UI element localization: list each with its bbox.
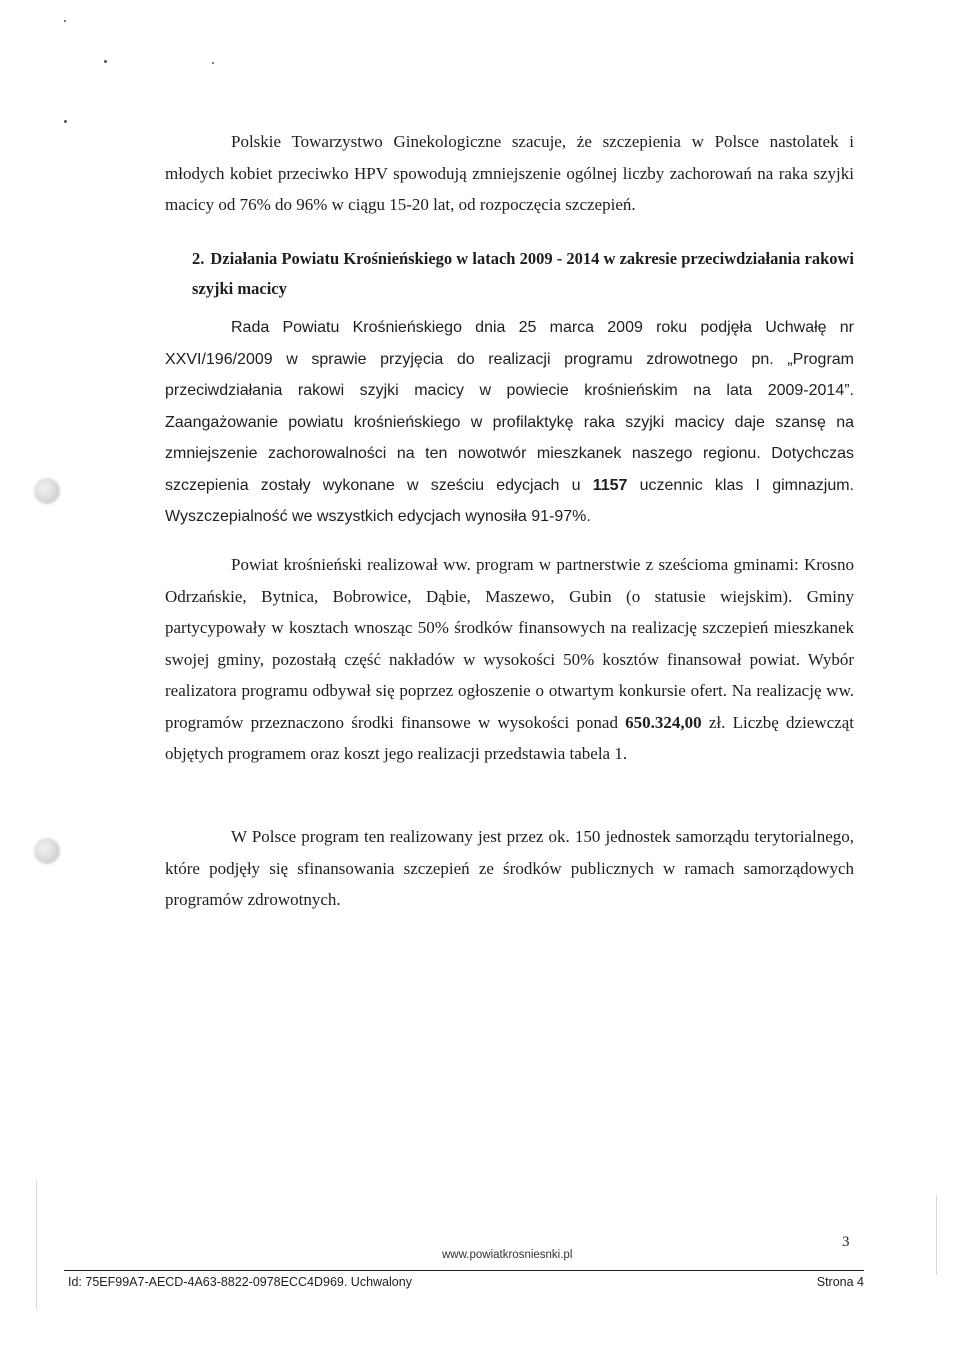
scan-speck bbox=[212, 62, 214, 64]
funding-amount: 650.324,00 bbox=[625, 712, 702, 732]
scan-speck bbox=[104, 60, 107, 63]
footer-url: www.powiatkrosniesnki.pl bbox=[442, 1249, 573, 1261]
sheet-number: Strona 4 bbox=[816, 1275, 864, 1289]
section-heading bbox=[192, 244, 854, 304]
section-title: Działania Powiatu Krośnieńskiego w latach 2009 - 2014 w zakresie przeciwdziałania rakowi szyjki macicy bbox=[192, 249, 854, 298]
page-number: 3 bbox=[842, 1234, 850, 1250]
footer-divider bbox=[64, 1270, 864, 1271]
vaccination-rate-text: uczennic klas I gimnazjum. Wyszczepialność we wszystkich edycjach wynosiła 91-97%. bbox=[165, 476, 854, 525]
table-reference-text: zł. Liczbę dziewcząt objętych programem oraz koszt jego realizacji przedstawia tabela 1. bbox=[165, 712, 854, 763]
partnership-text: Powiat krośnieński realizował ww. program w partnerstwie z sześcioma gminami: Krosno Odrzańskie, Bytnica, Bobrowice, Dąbie, Maszewo, Gubin (o statusie wiejskim). Gminy partycypowały w kosztach wnosząc 50% środków finansowych na realizację szczepień mieszkanek swojej gminy, pozostałą część nakładów w wysokości 50% kosztów finansował powiat. Wybór realizatora programu odbywał się poprzez ogłoszenie o otwartym konkursie ofert. Na realizację ww. programów przeznaczono środki finansowe w wysokości ponad bbox=[165, 555, 854, 732]
resolution-text: Rada Powiatu Krośnieńskiego dnia 25 marca 2009 roku podjęła Uchwałę nr XXVI/196/2009 w sprawie przyjęcia do realizacji programu zdrowotnego pn. „Program przeciwdziałania rakowi szyjki macicy w powiecie krośnieńskim na lata 2009-2014”. bbox=[165, 319, 854, 399]
partnership-paragraph bbox=[165, 549, 854, 770]
engagement-text: Zaangażowanie powiatu krośnieńskiego w profilaktykę raka szyjki macicy daje szansę na zmniejszenie zachorowalności na ten nowotwór mieszkanek naszego regionu. Dotychczas szczepienia zostały wykonane w sześciu edycjach u bbox=[165, 413, 854, 494]
scan-edge-line bbox=[936, 1195, 937, 1275]
punch-hole bbox=[34, 838, 60, 864]
scan-speck bbox=[64, 20, 66, 22]
section-number: 2. bbox=[192, 249, 205, 268]
student-count: 1157 bbox=[592, 476, 628, 494]
poland-paragraph: W Polsce program ten realizowany jest przez ok. 150 jednostek samorządu terytorialnego, które podjęły się sfinansowania szczepień ze środków publicznych w ramach samorządowych programów zdrowotnych. bbox=[165, 827, 854, 909]
scan-speck bbox=[64, 120, 67, 123]
scan-edge-line bbox=[36, 1180, 37, 1310]
resolution-paragraph bbox=[165, 312, 854, 533]
punch-hole bbox=[34, 478, 60, 504]
document-id: Id: 75EF99A7-AECD-4A63-8822-0978ECC4D969. Uchwalony bbox=[68, 1275, 412, 1289]
intro-paragraph: Polskie Towarzystwo Ginekologiczne szacuje, że szczepienia w Polsce nastolatek i młodych kobiet przeciwko HPV spowodują zmniejszenie ogólnej liczby zachorowań na raka szyjki macicy od 76% do 96% w ciągu 15-20 lat, od rozpoczęcia szczepień. bbox=[165, 132, 854, 214]
